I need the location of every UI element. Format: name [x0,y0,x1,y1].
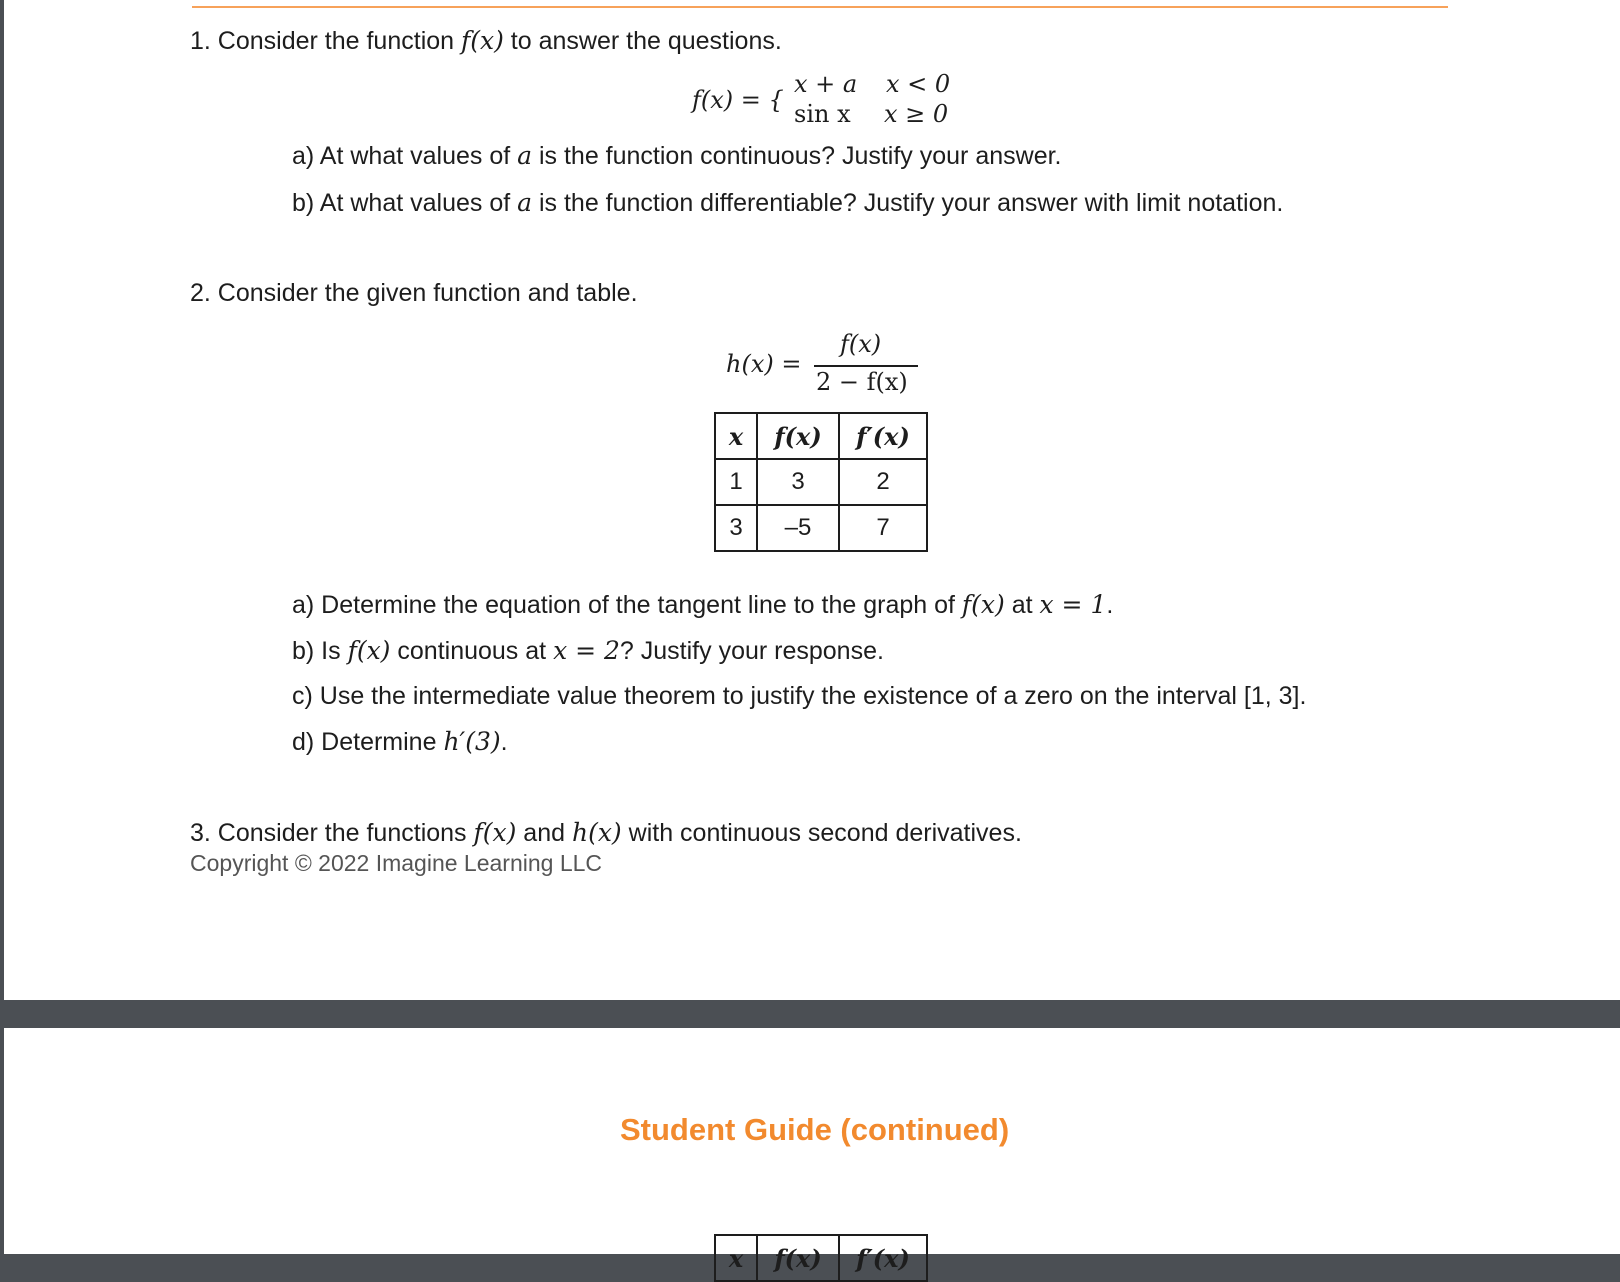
table-header-row [715,1235,927,1281]
table-cell: 7 [839,505,927,551]
q1-stem-prefix: 1. Consider the function [190,27,461,55]
q1-stem-suffix: to answer the questions. [503,27,782,55]
page2-values-table [714,1234,928,1282]
table-cell: 2 [839,459,927,505]
q2-h-lhs: h(x) = [726,350,802,378]
q2-h-numerator: f(x) [840,330,882,358]
q2-fraction-bar [814,365,918,367]
table-cell: 1 [715,459,757,505]
q1-stem-fx: f(x) [461,26,504,55]
document-page-1 [4,0,1620,1000]
table-row [715,459,927,505]
q1-stem [190,26,782,56]
q2-h-denominator: 2 − f(x) [816,368,908,396]
q2-part-d: d) Determine h′(3). [292,727,508,756]
table-cell: 3 [757,459,839,505]
q2-part-a: a) Determine the equation of the tangent line to the graph of f(x) at x = 1. [292,590,1114,619]
table-cell: 3 [715,505,757,551]
q1-part-b: b) At what values of a is the function differentiable? Justify your answer with limit notation. [292,188,1284,217]
table-header-fpx: f′(x) [839,1235,927,1281]
table-header-fpx: f′(x) [839,413,927,459]
header-rule [192,6,1448,8]
table-cell: –5 [757,505,839,551]
table-row [715,505,927,551]
q1-case1-cond: x < 0 [886,70,951,98]
q1-case1-expr: x + a [794,70,858,98]
table-header-x: x [715,413,757,459]
table-header-row [715,413,927,459]
q3-stem: 3. Consider the functions f(x) and h(x) with continuous second derivatives. [190,818,1022,847]
document-page-2 [4,1028,1620,1273]
q1-piecewise-lhs: f(x) = { [692,86,784,114]
q1-case2-cond: x ≥ 0 [884,100,949,128]
table-header-fx: f(x) [757,1235,839,1281]
q1-part-a: a) At what values of a is the function continuous? Justify your answer. [292,141,1062,170]
page2-title: Student Guide (continued) [620,1112,1010,1147]
q2-values-table [714,412,928,552]
q1-case2-expr: sin x [794,100,851,128]
table-header-x: x [715,1235,757,1281]
q2-part-b: b) Is f(x) continuous at x = 2? Justify your response. [292,636,884,665]
q2-part-c: c) Use the intermediate value theorem to justify the existence of a zero on the interval [1, 3]. [292,682,1307,710]
q2-stem: 2. Consider the given function and table. [190,279,638,307]
copyright-footer: Copyright © 2022 Imagine Learning LLC [190,850,603,876]
table-header-fx: f(x) [757,413,839,459]
